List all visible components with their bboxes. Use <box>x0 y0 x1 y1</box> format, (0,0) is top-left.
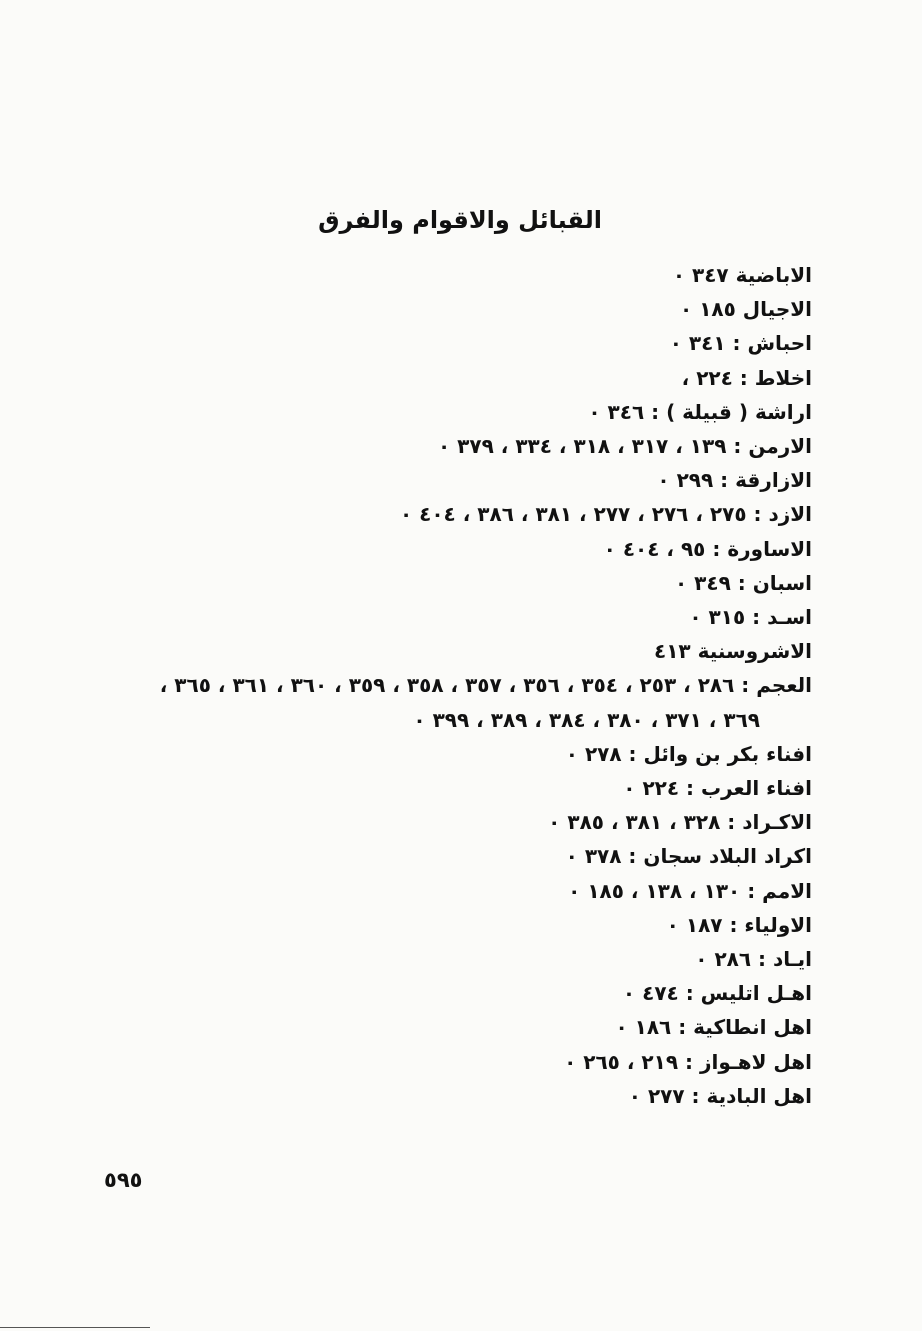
index-entry: اهل البادية : ٢٧٧ ٠ <box>628 1083 812 1108</box>
index-entry-ajam <box>92 668 812 736</box>
index-entry: افناء العرب : ٢٢٤ ٠ <box>623 776 812 801</box>
index-entry: احباش : ٣٤١ ٠ <box>669 331 812 356</box>
index-entry: الازد : ٢٧٥ ، ٢٧٦ ، ٢٧٧ ، ٣٨١ ، ٣٨٦ ، ٤٠٤ ٠ <box>399 502 812 527</box>
bottom-rule <box>0 1327 150 1328</box>
index-entry: الاباضية ٣٤٧ ٠ <box>672 263 812 287</box>
index-entry: افناء بكر بن وائل : ٢٧٨ ٠ <box>565 741 812 766</box>
index-entry: اهل لاهـواز : ٢١٩ ، ٢٦٥ ٠ <box>564 1049 812 1074</box>
index-entry-ajam-line1: العجم : ٢٨٦ ، ٢٥٣ ، ٣٥٤ ، ٣٥٦ ، ٣٥٧ ، ٣٥٨ ، ٣٥٩ ، ٣٦٠ ، ٣٦١ ، ٣٦٥ ، <box>159 673 812 698</box>
index-entry: اسبان : ٣٤٩ ٠ <box>674 570 812 595</box>
index-entry: الازارقة : ٢٩٩ ٠ <box>657 468 812 493</box>
index-entry: اسـد : ٣١٥ ٠ <box>689 605 812 630</box>
index-entry: الارمن : ١٣٩ ، ٣١٧ ، ٣١٨ ، ٣٣٤ ، ٣٧٩ ٠ <box>437 434 812 459</box>
page-title: القبائل والاقوام والفرق <box>318 206 602 234</box>
index-entry: اخلاط : ٢٢٤ ، <box>681 365 812 390</box>
index-entry: الاساورة : ٩٥ ، ٤٠٤ ٠ <box>603 536 812 561</box>
index-entry: اراشة ( قبيلة ) : ٣٤٦ ٠ <box>588 399 812 424</box>
index-entry: اهل انطاكية : ١٨٦ ٠ <box>615 1015 812 1040</box>
index-entry: الاجيال ١٨٥ ٠ <box>680 297 812 322</box>
index-entry: اهـل اتليس : ٤٧٤ ٠ <box>622 981 812 1006</box>
index-entry-ajam-line2: ٣٦٩ ، ٣٧١ ، ٣٨٠ ، ٣٨٤ ، ٣٨٩ ، ٣٩٩ ٠ <box>413 707 760 732</box>
page-number: ٥٩٥ <box>104 1168 143 1192</box>
index-entry: الاشروسنية ٤١٣ <box>653 639 812 664</box>
index-entry: اكراد البلاد سجان : ٣٧٨ ٠ <box>565 844 812 869</box>
index-entry: الاكـراد : ٣٢٨ ، ٣٨١ ، ٣٨٥ ٠ <box>548 810 812 835</box>
index-entry: الاولياء : ١٨٧ ٠ <box>666 912 812 937</box>
index-entry: الامم : ١٣٠ ، ١٣٨ ، ١٨٥ ٠ <box>568 878 812 903</box>
index-entry: ايـاد : ٢٨٦ ٠ <box>695 947 812 972</box>
index-entries <box>92 258 812 1113</box>
